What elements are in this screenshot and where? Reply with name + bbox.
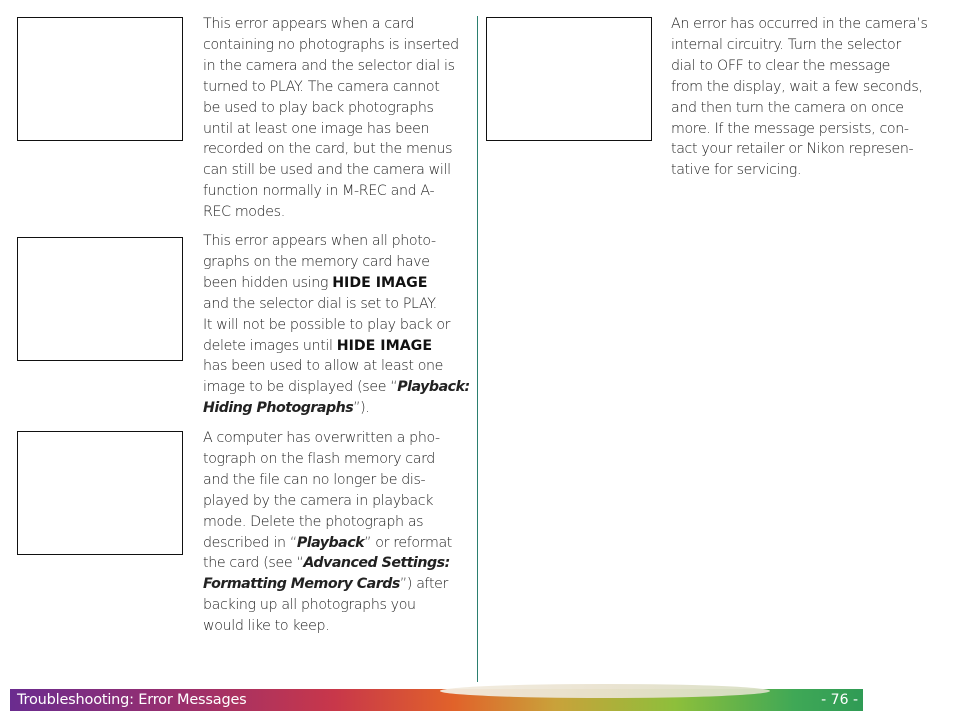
- text-line: [203, 616, 471, 637]
- text-line: [203, 14, 471, 35]
- text-run: image to be displayed (see “: [203, 379, 398, 396]
- text-run: ” or reformat: [364, 534, 453, 551]
- text-run: can still be used and the camera will: [203, 162, 451, 179]
- text-run: until at least one image has been: [203, 120, 430, 137]
- text-run: described in “: [203, 534, 297, 551]
- text-line: [203, 553, 471, 574]
- section-reference: Formatting Memory Cards: [203, 576, 400, 593]
- error-description-1: [203, 14, 471, 223]
- text-line: [203, 252, 471, 273]
- text-run: ”) after: [399, 576, 449, 593]
- text-line: [203, 139, 471, 160]
- text-line: [203, 315, 471, 336]
- page-number: - 76 -: [821, 692, 858, 708]
- text-line: [203, 491, 471, 512]
- text-run: A computer has overwritten a pho-: [203, 430, 440, 446]
- text-line: [671, 98, 946, 119]
- error-description-4: [671, 14, 946, 181]
- text-run: more. If the message persists, con-: [671, 120, 909, 137]
- text-line: [671, 56, 946, 77]
- text-line: [203, 336, 471, 357]
- text-line: [203, 77, 471, 98]
- footer-ribbon-decoration: [440, 684, 770, 698]
- text-line: [203, 160, 471, 181]
- text-run: and then turn the camera on once: [671, 99, 904, 116]
- text-line: [203, 512, 471, 533]
- text-line: [203, 202, 471, 223]
- error-description-3: [203, 428, 471, 637]
- text-run: ”).: [353, 400, 370, 417]
- text-line: [203, 119, 471, 140]
- error-screen-image-4: [486, 17, 652, 141]
- text-run: would like to keep.: [203, 618, 330, 635]
- error-screen-image-2: [17, 237, 183, 361]
- error-screen-image-1: [17, 17, 183, 141]
- text-line: [203, 398, 471, 419]
- text-run: and the selector dial is set to PLAY.: [203, 295, 437, 312]
- text-run: tact your retailer or Nikon represen-: [671, 141, 914, 158]
- section-reference: Playback:: [397, 379, 470, 396]
- footer-section-title: Troubleshooting: Error Messages: [17, 692, 247, 708]
- text-line: [671, 139, 946, 160]
- text-line: [203, 56, 471, 77]
- text-run: the card (see “: [203, 555, 304, 572]
- text-run: delete images until: [203, 337, 337, 354]
- text-line: [203, 181, 471, 202]
- column-divider: [477, 16, 478, 682]
- text-line: [671, 14, 946, 35]
- text-line: [203, 574, 471, 595]
- text-run: turned to PLAY. The camera cannot: [203, 78, 440, 95]
- text-run: An error has occurred in the camera’s: [671, 16, 928, 32]
- text-line: [671, 119, 946, 140]
- text-line: [671, 77, 946, 98]
- text-line: [671, 160, 946, 181]
- text-run: backing up all photographs you: [203, 597, 416, 614]
- text-run: be used to play back photographs: [203, 99, 434, 116]
- text-line: [203, 595, 471, 616]
- section-reference: Advanced Settings:: [303, 555, 450, 572]
- text-line: [203, 470, 471, 491]
- text-line: [203, 294, 471, 315]
- text-run: in the camera and the selector dial is: [203, 57, 455, 74]
- text-run: This error appears when all photo-: [203, 233, 436, 249]
- text-run: has been used to allow at least one: [203, 358, 444, 375]
- text-run: recorded on the card, but the menus: [203, 141, 453, 158]
- text-run: been hidden using: [203, 274, 333, 291]
- text-line: [203, 377, 471, 398]
- text-run: dial to OFF to clear the message: [671, 57, 890, 74]
- error-screen-image-3: [17, 431, 183, 555]
- text-run: mode. Delete the photograph as: [203, 513, 424, 530]
- text-run: It will not be possible to play back or: [203, 316, 451, 333]
- text-line: [203, 35, 471, 56]
- text-run: REC modes.: [203, 204, 285, 221]
- text-line: [671, 35, 946, 56]
- section-reference: Playback: [296, 534, 365, 551]
- text-run: containing no photographs is inserted: [203, 36, 459, 53]
- section-reference: Hiding Photographs: [203, 400, 354, 417]
- text-line: [203, 273, 471, 294]
- menu-option-label: HIDE IMAGE: [332, 274, 428, 291]
- text-run: graphs on the memory card have: [203, 253, 430, 270]
- text-line: [203, 231, 471, 252]
- text-run: played by the camera in playback: [203, 492, 434, 509]
- text-line: [203, 533, 471, 554]
- text-line: [203, 356, 471, 377]
- text-run: tograph on the flash memory card: [203, 450, 435, 467]
- text-run: This error appears when a card: [203, 16, 415, 32]
- text-run: function normally in M-REC and A-: [203, 183, 435, 200]
- text-run: internal circuitry. Turn the selector: [671, 36, 901, 53]
- text-run: tative for servicing.: [671, 162, 802, 179]
- text-line: [203, 449, 471, 470]
- error-description-2: [203, 231, 471, 419]
- text-run: from the display, wait a few seconds,: [671, 78, 923, 95]
- text-line: [203, 428, 471, 449]
- text-run: and the file can no longer be dis-: [203, 471, 426, 488]
- text-line: [203, 98, 471, 119]
- menu-option-label: HIDE IMAGE: [336, 337, 433, 354]
